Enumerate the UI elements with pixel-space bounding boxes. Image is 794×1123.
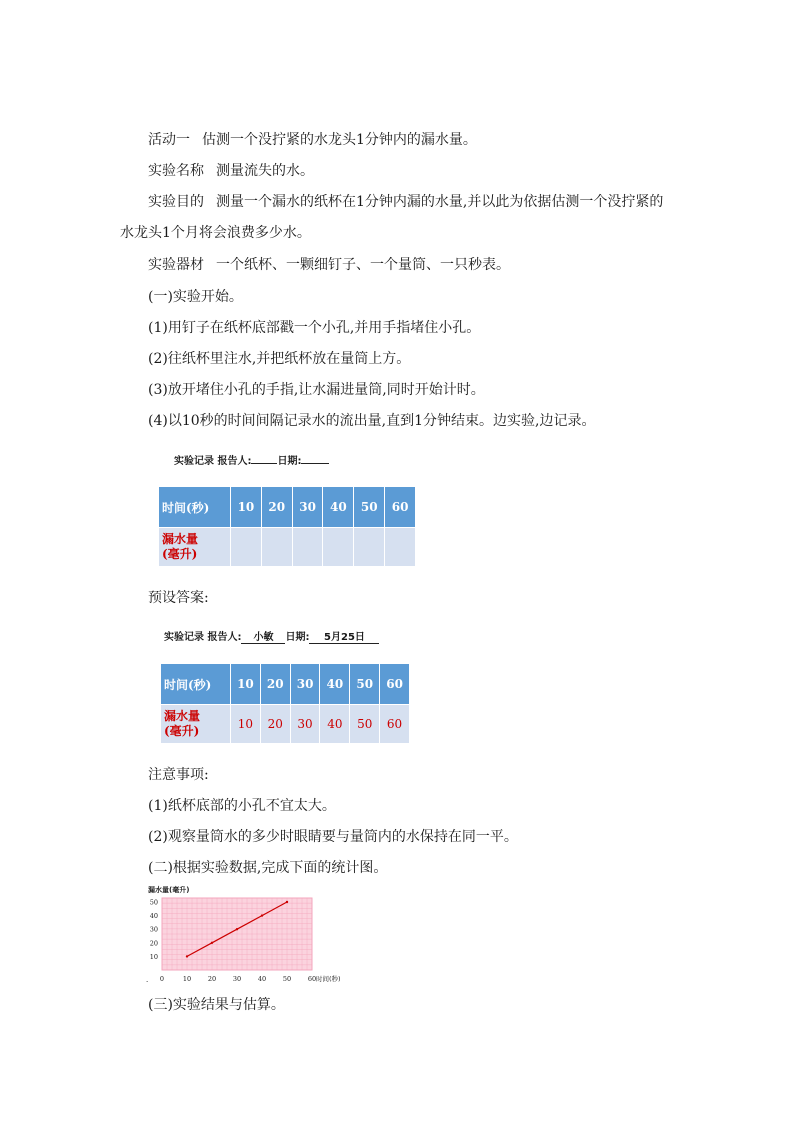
activity-title: 活动一	[148, 132, 190, 148]
leak-cell: 30	[290, 705, 320, 744]
chart-data-point	[211, 942, 213, 944]
leak-header	[161, 705, 231, 744]
leak-header-line-1: 漏水量	[164, 709, 201, 723]
chart-y-tick-label: 50	[149, 898, 158, 907]
step-3: (3)放开堵住小孔的手指,让水漏进量筒,同时开始计时。	[148, 382, 485, 398]
table-row	[159, 528, 416, 567]
leak-header	[159, 528, 231, 567]
step-4: (4)以10秒的时间间隔记录水的流出量,直到1分钟结束。边实验,边记录。	[148, 413, 596, 429]
leak-cell: 50	[350, 705, 380, 744]
time-cell: 30	[292, 487, 323, 528]
table-row	[161, 664, 410, 705]
time-header: 时间(秒)	[159, 487, 231, 528]
experiment-goal-text-1: 测量一个漏水的纸杯在1分钟内漏的水量,并以此为依据估测一个没拧紧的	[216, 194, 664, 210]
leak-cell[interactable]	[261, 528, 292, 567]
chart-data-point	[186, 955, 188, 957]
note-2: (2)观察量筒水的多少时眼睛要与量筒内的水保持在同一平。	[148, 829, 518, 845]
leak-cell: 60	[380, 705, 410, 744]
date-value: 5月25日	[309, 628, 379, 644]
chart-data-point	[236, 928, 238, 930]
experiment-equipment-text: 一个纸杯、一颗细钉子、一个量筒、一只秒表。	[216, 257, 510, 273]
chart-x-tick-label: 0	[159, 975, 165, 983]
experiment-name-label: 实验名称	[148, 163, 204, 179]
experiment-equipment-line	[148, 255, 510, 275]
section-one-heading: (一)实验开始。	[148, 289, 243, 305]
time-cell: 60	[385, 487, 416, 528]
experiment-name-line	[148, 161, 314, 181]
time-cell: 30	[290, 664, 320, 705]
record-table-blank	[158, 486, 416, 567]
experiment-goal-text-2: 水龙头1个月将会浪费多少水。	[120, 225, 311, 241]
chart-x-label: 时间(秒)	[316, 975, 341, 983]
chart-y-tick-label: 10	[149, 952, 158, 961]
date-blank	[301, 463, 329, 464]
chart-data-point	[286, 901, 288, 903]
record-table-answer	[160, 663, 410, 744]
leak-cell: 10	[231, 705, 261, 744]
chart-x-tick-label: 10	[182, 975, 192, 983]
experiment-goal-line	[148, 192, 663, 212]
time-cell: 40	[323, 487, 354, 528]
time-cell: 10	[231, 487, 262, 528]
table-row	[159, 487, 416, 528]
leak-line-chart	[140, 882, 350, 984]
chart-x-tick-label: 60	[307, 975, 317, 983]
chart-y-tick-label: 20	[149, 939, 158, 948]
record-caption-prefix: 实验记录 报告人:	[174, 456, 252, 467]
reporter-value: 小敏	[241, 628, 285, 644]
activity-title-text: 估测一个没拧紧的水龙头1分钟内的漏水量。	[202, 132, 477, 148]
chart-y-label: 漏水量(毫升)	[148, 886, 190, 894]
section-three-heading: (三)实验结果与估算。	[148, 997, 285, 1013]
chart-y-tick-label: 30	[149, 925, 158, 934]
step-2: (2)往纸杯里注水,并把纸杯放在量筒上方。	[148, 351, 411, 367]
leak-cell[interactable]	[354, 528, 385, 567]
chart-y-tick-label: 40	[149, 912, 158, 921]
time-cell: 20	[261, 487, 292, 528]
chart-origin-mark: .	[146, 976, 149, 984]
time-cell: 40	[320, 664, 350, 705]
leak-header-line-2: (毫升)	[164, 724, 200, 738]
note-1: (1)纸杯底部的小孔不宜太大。	[148, 798, 336, 814]
record-date-label: 日期:	[285, 632, 310, 643]
chart-x-tick-label: 30	[232, 975, 242, 983]
time-cell: 50	[350, 664, 380, 705]
time-cell: 60	[380, 664, 410, 705]
leak-cell[interactable]	[385, 528, 416, 567]
leak-header-line-2: (毫升)	[162, 547, 198, 561]
step-1: (1)用钉子在纸杯底部戳一个小孔,并用手指堵住小孔。	[148, 320, 481, 336]
record-date-label: 日期:	[277, 456, 302, 467]
experiment-name-text: 测量流失的水。	[216, 163, 314, 179]
preset-answer-label: 预设答案:	[148, 590, 209, 606]
experiment-goal-label: 实验目的	[148, 194, 204, 210]
time-header: 时间(秒)	[161, 664, 231, 705]
chart-x-tick-label: 20	[207, 975, 217, 983]
chart-x-tick-label: 40	[257, 975, 267, 983]
leak-header-line-1: 漏水量	[162, 532, 199, 546]
leak-cell: 40	[320, 705, 350, 744]
activity-title-line	[148, 130, 477, 150]
record-caption-prefix: 实验记录 报告人:	[164, 632, 242, 643]
table-row	[161, 705, 410, 744]
section-two-heading: (二)根据实验数据,完成下面的统计图。	[148, 860, 388, 876]
experiment-equipment-label: 实验器材	[148, 257, 204, 273]
leak-cell[interactable]	[323, 528, 354, 567]
leak-cell[interactable]	[231, 528, 262, 567]
record-caption-answer	[164, 628, 379, 644]
reporter-blank	[251, 463, 277, 464]
chart-x-tick-label: 50	[282, 975, 292, 983]
leak-cell[interactable]	[292, 528, 323, 567]
time-cell: 20	[260, 664, 290, 705]
time-cell: 50	[354, 487, 385, 528]
notes-label: 注意事项:	[148, 767, 209, 783]
record-caption-blank	[174, 452, 329, 467]
time-cell: 10	[231, 664, 261, 705]
chart-data-point	[261, 914, 263, 916]
leak-cell: 20	[260, 705, 290, 744]
